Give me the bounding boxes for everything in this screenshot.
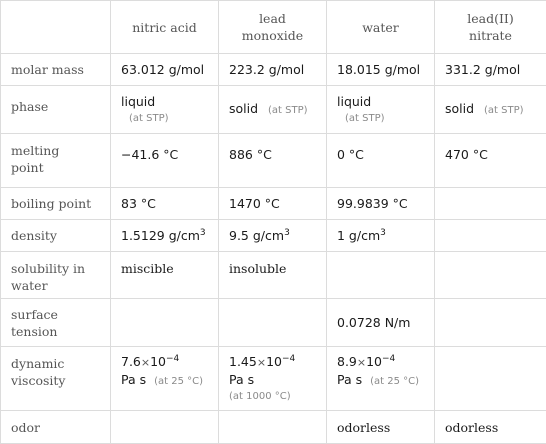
- row-odor: [1, 411, 546, 444]
- cell-value: 331.2 g/mol: [435, 54, 546, 86]
- condition-note: (at 25 °C): [366, 376, 419, 387]
- row-label: surface tension: [1, 299, 111, 347]
- cell-value: odorless: [327, 411, 435, 444]
- row-molar-mass: [1, 54, 546, 86]
- mantissa: 8.9: [337, 354, 357, 369]
- cell-value: 470 °C: [435, 134, 546, 188]
- row-melting-point: [1, 134, 546, 188]
- base: 10: [266, 354, 282, 369]
- density-value: 1 g/cm: [337, 228, 380, 243]
- times-sign: ×: [141, 356, 150, 369]
- phase-value: liquid: [121, 93, 208, 110]
- cell-value: 886 °C: [219, 134, 327, 188]
- row-label: melting point: [1, 134, 111, 188]
- phase-note: (at STP): [121, 110, 208, 127]
- cell-value: 0 °C: [327, 134, 435, 188]
- cell-value: [327, 252, 435, 299]
- phase-note: (at STP): [337, 110, 424, 127]
- phase-value: solid: [445, 101, 474, 116]
- exponent: −4: [166, 354, 179, 364]
- row-surface-tension: [1, 299, 546, 347]
- cell-value: [219, 411, 327, 444]
- cell-value: [219, 347, 327, 411]
- cell-value: [111, 220, 219, 252]
- condition-note: (at 25 °C): [150, 376, 203, 387]
- density-value: 1.5129 g/cm: [121, 228, 200, 243]
- cell-value: 0.0728 N/m: [327, 299, 435, 347]
- cell-value: [111, 86, 219, 134]
- cell-value: [111, 411, 219, 444]
- row-label: phase: [1, 86, 111, 134]
- exponent: −4: [282, 354, 295, 364]
- cell-value: [111, 347, 219, 411]
- cell-value: [435, 86, 546, 134]
- row-dynamic-viscosity: [1, 347, 546, 411]
- cell-value: 83 °C: [111, 188, 219, 220]
- row-label: boiling point: [1, 188, 111, 220]
- times-sign: ×: [257, 356, 266, 369]
- density-exponent: 3: [284, 228, 290, 238]
- row-boiling-point: [1, 188, 546, 220]
- cell-value: 1470 °C: [219, 188, 327, 220]
- condition-note: (at 1000 °C): [229, 388, 316, 405]
- row-label: dynamic viscosity: [1, 347, 111, 411]
- cell-value: insoluble: [219, 252, 327, 299]
- unit: Pa s: [229, 371, 316, 388]
- row-density: [1, 220, 546, 252]
- row-label: density: [1, 220, 111, 252]
- phase-note: (at STP): [478, 105, 524, 116]
- row-label: solubility in water: [1, 252, 111, 299]
- density-exponent: 3: [200, 228, 206, 238]
- header-water: water: [327, 1, 435, 54]
- row-solubility: [1, 252, 546, 299]
- cell-value: [327, 220, 435, 252]
- cell-value: 223.2 g/mol: [219, 54, 327, 86]
- phase-note: (at STP): [262, 105, 308, 116]
- header-lead-nitrate: lead(II) nitrate: [435, 1, 546, 54]
- base: 10: [366, 354, 382, 369]
- header-nitric-acid: nitric acid: [111, 1, 219, 54]
- cell-value: [435, 188, 546, 220]
- cell-value: [435, 220, 546, 252]
- header-row: [1, 1, 546, 54]
- cell-value: [219, 299, 327, 347]
- cell-value: [435, 347, 546, 411]
- cell-value: [111, 299, 219, 347]
- phase-value: liquid: [337, 93, 424, 110]
- density-value: 9.5 g/cm: [229, 228, 284, 243]
- viscosity-value: [121, 353, 208, 371]
- cell-value: [435, 299, 546, 347]
- row-label: molar mass: [1, 54, 111, 86]
- cell-value: miscible: [111, 252, 219, 299]
- base: 10: [150, 354, 166, 369]
- row-label: odor: [1, 411, 111, 444]
- unit: Pa s: [121, 372, 146, 387]
- viscosity-value: [337, 353, 424, 371]
- cell-value: [327, 347, 435, 411]
- cell-value: odorless: [435, 411, 546, 444]
- cell-value: −41.6 °C: [111, 134, 219, 188]
- mantissa: 1.45: [229, 354, 257, 369]
- density-exponent: 3: [380, 228, 386, 238]
- cell-value: 63.012 g/mol: [111, 54, 219, 86]
- header-lead-monoxide: lead monoxide: [219, 1, 327, 54]
- cell-value: 18.015 g/mol: [327, 54, 435, 86]
- times-sign: ×: [357, 356, 366, 369]
- mantissa: 7.6: [121, 354, 141, 369]
- cell-value: 99.9839 °C: [327, 188, 435, 220]
- row-phase: [1, 86, 546, 134]
- viscosity-value: [229, 353, 316, 371]
- cell-value: [219, 220, 327, 252]
- phase-value: solid: [229, 101, 258, 116]
- corner-header: [1, 1, 111, 54]
- unit: Pa s: [337, 372, 362, 387]
- cell-value: [435, 252, 546, 299]
- cell-value: [327, 86, 435, 134]
- cell-value: [219, 86, 327, 134]
- exponent: −4: [382, 354, 395, 364]
